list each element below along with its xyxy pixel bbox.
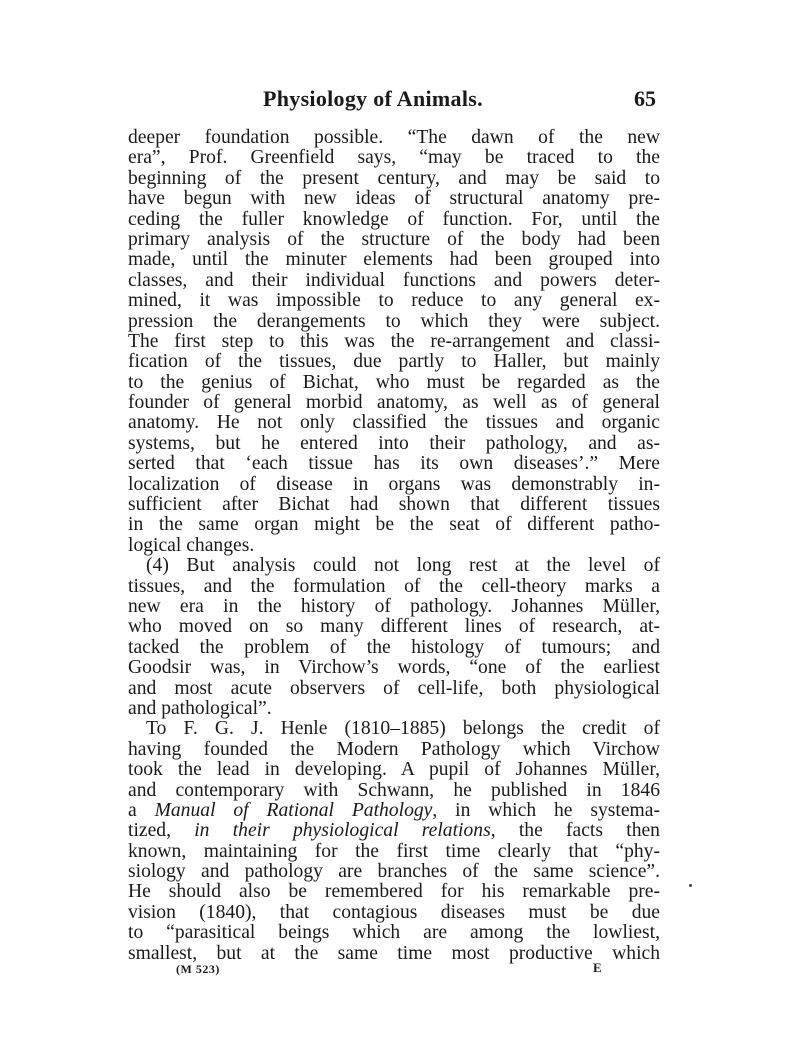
text-fragment: tized, [128, 820, 195, 842]
text-line: and most acute observers of cell-life, both physiological [128, 677, 660, 699]
page-header [128, 86, 660, 120]
text-line [128, 821, 660, 841]
paragraph-end-line: logical changes. [128, 534, 255, 556]
page-footer [128, 958, 660, 978]
text-line: who moved on so many different lines of research, at- [128, 616, 660, 638]
text-line: serted that ‘each tissue has its own diseases’.” Mere [128, 453, 660, 475]
text-line [128, 801, 660, 821]
text-line: and contemporary with Schwann, he published in 1846 [128, 779, 660, 801]
text-fragment: , in which he systema- [432, 799, 660, 821]
text-line: new era in the history of pathology. Johannes Müller, [128, 595, 660, 617]
running-head: Physiology of Animals. [263, 86, 483, 111]
text-line: fication of the tissues, due partly to Haller, but mainly [128, 351, 660, 373]
text-line: mined, it was impossible to reduce to any general ex- [128, 290, 660, 312]
text-line: smallest, but at the same time most productive which [128, 942, 660, 964]
text-line: localization of disease in organs was demonstrably in- [128, 473, 660, 495]
text-line: era”, Prof. Greenfield says, “may be traced to the [128, 147, 660, 169]
text-line: The first step to this was the re-arrangement and classi- [128, 330, 660, 352]
text-line: to “parasitical beings which are among the lowliest, [128, 922, 660, 944]
text-line: beginning of the present century, and may be said to [128, 167, 660, 189]
text-line: to the genius of Bichat, who must be regarded as the [128, 371, 660, 393]
text-line: made, until the minuter elements had been grouped into [128, 249, 660, 271]
text-line: systems, but he entered into their pathology, and as- [128, 432, 660, 454]
text-line: anatomy. He not only classified the tissues and organic [128, 412, 660, 434]
text-line: siology and pathology are branches of the same science”. [128, 861, 660, 883]
text-line: founder of general morbid anatomy, as well as of general [128, 392, 660, 414]
text-fragment: , the facts then [490, 820, 660, 842]
text-line: sufficient after Bichat had shown that different tissues [128, 494, 660, 516]
text-line: primary analysis of the structure of the body had been [128, 228, 660, 250]
book-title-italic: Manual of Rational Pathology [154, 799, 433, 821]
text-line: tacked the problem of the histology of tumours; and [128, 636, 660, 658]
text-line: known, maintaining for the first time clearly that “phy- [128, 840, 660, 862]
text-line: He should also be remembered for his remarkable pre- [128, 881, 660, 903]
body-text [128, 128, 660, 964]
paragraph-start-line: To F. G. J. Henle (1810–1885) belongs the credit of [146, 718, 660, 740]
paragraph-end-line: and pathological”. [128, 697, 272, 719]
text-line: have begun with new ideas of structural anatomy pre- [128, 188, 660, 210]
text-line: pression the derangements to which they were subject. [128, 310, 660, 332]
paragraph-start-line: (4) But analysis could not long rest at the level of [146, 555, 660, 577]
text-line: deeper foundation possible. “The dawn of the new [128, 127, 660, 148]
text-line: vision (1840), that contagious diseases must be due [128, 901, 660, 923]
text-line: classes, and their individual functions and powers deter- [128, 269, 660, 291]
text-line: in the same organ might be the seat of different patho- [128, 514, 660, 536]
text-line: took the lead in developing. A pupil of Johannes Müller, [128, 759, 660, 781]
text-fragment: a [128, 799, 155, 821]
signature-letter: E [593, 960, 602, 975]
margin-dot [689, 884, 692, 887]
text-line: having founded the Modern Pathology which Virchow [128, 738, 660, 760]
text-line: tissues, and the formulation of the cell-theory marks a [128, 575, 660, 597]
emphasis-italic: in their physiological relations [194, 820, 491, 842]
page-number: 65 [634, 86, 656, 111]
signature-mark: (M 523) [176, 962, 220, 976]
text-line: Goodsir was, in Virchow’s words, “one of the earliest [128, 657, 660, 679]
text-line: ceding the fuller knowledge of function. For, until the [128, 208, 660, 230]
